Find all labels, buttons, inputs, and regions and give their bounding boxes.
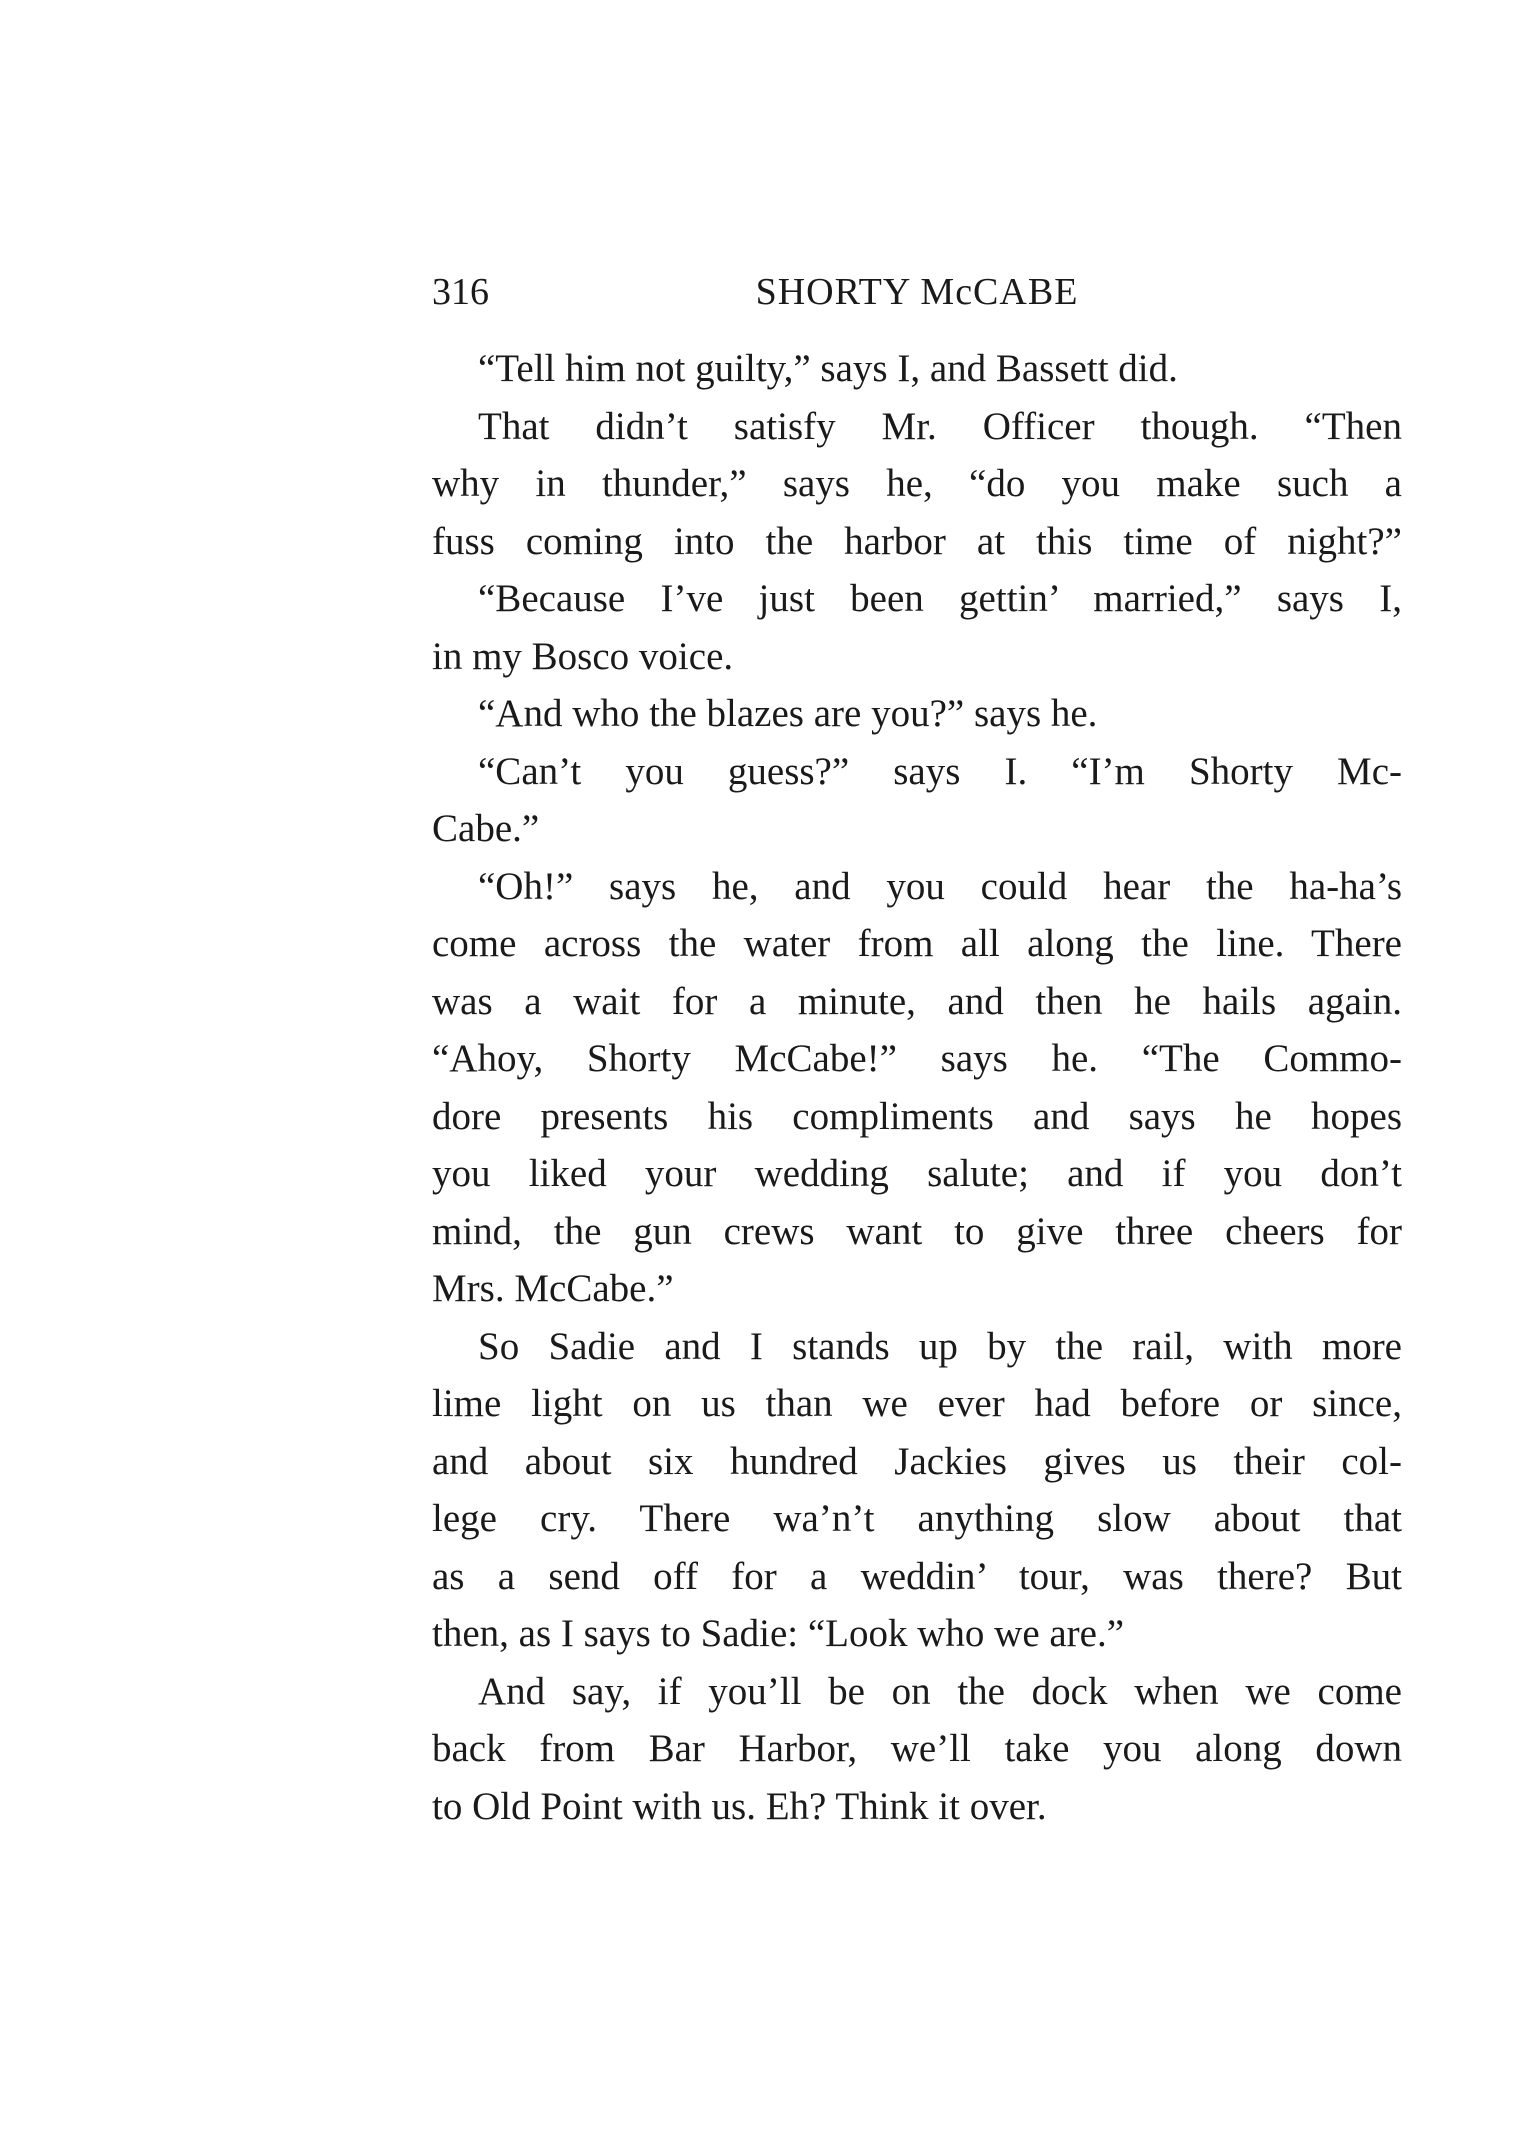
text-line: and about six hundred Jackies gives us their col- bbox=[432, 1439, 1402, 1483]
running-title: SHORTY McCABE bbox=[755, 271, 1079, 313]
text-line: And say, if you’ll be on the dock when we come bbox=[478, 1669, 1402, 1713]
text-line: “Ahoy, Shorty McCabe!” says he. “The Commo- bbox=[432, 1037, 1402, 1080]
text-line: lege cry. There wa’n’t anything slow about that bbox=[432, 1497, 1402, 1540]
text-line: “Can’t you guess?” says I. “I’m Shorty Mc- bbox=[478, 749, 1402, 793]
text-line: “And who the blazes are you?” says he. bbox=[478, 692, 1098, 735]
text-line: fuss coming into the harbor at this time of night?” bbox=[432, 519, 1402, 563]
text-line: why in thunder,” says he, “do you make such a bbox=[432, 462, 1402, 505]
text-line: Mrs. McCabe.” bbox=[432, 1267, 674, 1310]
page-header bbox=[432, 262, 1402, 322]
text-line: mind, the gun crews want to give three cheers for bbox=[432, 1209, 1402, 1253]
text-line: lime light on us than we ever had before or since, bbox=[432, 1382, 1402, 1425]
body-text bbox=[432, 340, 1402, 1835]
text-line: in my Bosco voice. bbox=[432, 634, 734, 678]
text-line: Cabe.” bbox=[432, 807, 540, 850]
text-line: back from Bar Harbor, we’ll take you along down bbox=[432, 1727, 1402, 1770]
text-line: come across the water from all along the line. There bbox=[432, 922, 1402, 965]
text-line: as a send off for a weddin’ tour, was there? But bbox=[432, 1554, 1402, 1598]
text-line: “Because I’ve just been gettin’ married,” says I, bbox=[478, 577, 1402, 620]
text-line: to Old Point with us. Eh? Think it over. bbox=[432, 1784, 1047, 1828]
text-line: you liked your wedding salute; and if you don’t bbox=[432, 1152, 1402, 1195]
text-line: then, as I says to Sadie: “Look who we are.” bbox=[432, 1612, 1125, 1655]
text-line: dore presents his compliments and says he hopes bbox=[432, 1094, 1402, 1138]
text-line: was a wait for a minute, and then he hails again. bbox=[432, 979, 1402, 1023]
text-line: That didn’t satisfy Mr. Officer though. “Then bbox=[478, 404, 1402, 448]
text-line: “Tell him not guilty,” says I, and Bassett did. bbox=[478, 347, 1178, 390]
text-line: So Sadie and I stands up by the rail, with more bbox=[478, 1324, 1402, 1368]
page-number: 316 bbox=[432, 271, 489, 313]
text-line: “Oh!” says he, and you could hear the ha-ha’s bbox=[478, 864, 1402, 908]
